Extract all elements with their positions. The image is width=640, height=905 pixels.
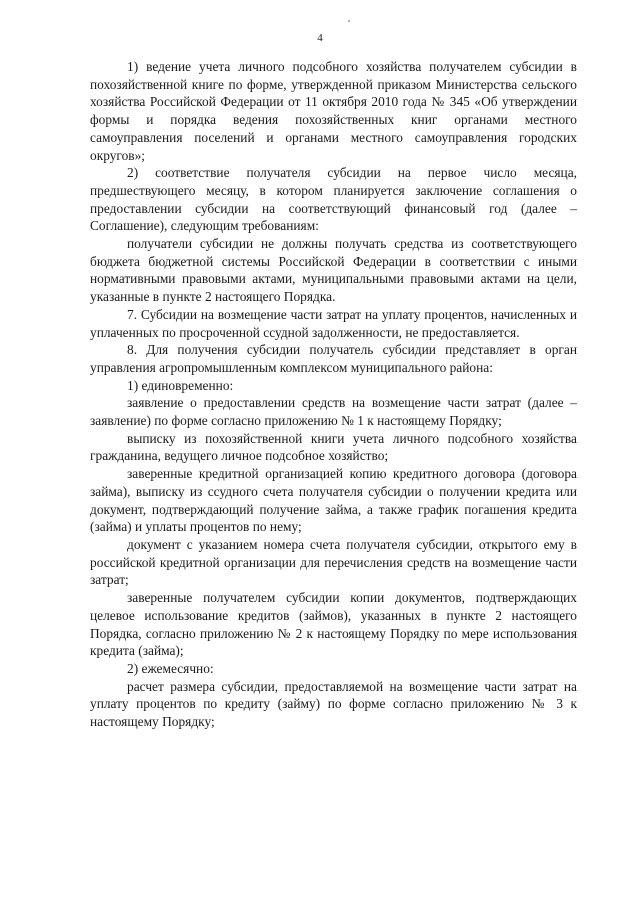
paragraph-loan-agreement-copy: заверенные кредитной организацией копию кредитного договора (договора займа), выписку из ссудного счета получателя субсидии о получении кредита или документ, подтверждающий получение займа, а также график погашения кредита (займа) и уплаты процентов по нему; bbox=[90, 466, 577, 535]
paragraph-subitem-2-compliance: 2) соответствие получателя субсидии на первое число месяца, предшествующего месяцу, в котором планируется заключение соглашения о предоставлении субсидии на соответствующий финансовый год (далее – Соглашение), следующим требованиям: bbox=[90, 165, 577, 234]
scan-speck bbox=[348, 20, 350, 22]
document-body bbox=[90, 58, 577, 731]
paragraph-application-form: заявление о предоставлении средств на возмещение части затрат (далее – заявление) по форме согласно приложению № 1 к настоящему Порядку; bbox=[90, 395, 577, 429]
page-number: 4 bbox=[317, 32, 323, 44]
paragraph-subsidy-calculation: расчет размера субсидии, предоставляемой на возмещение части затрат на уплату процентов по кредиту (займу) по форме согласно приложению № 3 к настоящему Порядку; bbox=[90, 678, 577, 730]
paragraph-household-book-extract: выписку из похозяйственной книги учета личного подсобного хозяйства гражданина, ведущего личное подсобное хозяйство; bbox=[90, 430, 577, 464]
paragraph-bank-account-document: документ с указанием номера счета получателя субсидии, открытого ему в российской кредитной организации для перечисления средств на возмещение части затрат; bbox=[90, 536, 577, 588]
paragraph-monthly-heading: 2) ежемесячно: bbox=[127, 660, 214, 676]
paragraph-once-heading: 1) единовременно: bbox=[127, 377, 234, 393]
paragraph-subitem-1-record-keeping: 1) ведение учета личного подсобного хозяйства получателем субсидии в похозяйственной книге по форме, утвержденной приказом Министерства сельского хозяйства Российской Федерации от 11 октября 2010 года № 345 «Об утверждении формы и порядка ведения похозяйственных книг органами местного самоуправления поселений и органами местного самоуправления городских округов»; bbox=[90, 59, 577, 163]
paragraph-requirement-budget-funds: получатели субсидии не должны получать средства из соответствующего бюджета бюджетной системы Российской Федерации в соответствии с иными нормативными правовыми актами, муниципальными правовыми актами на цели, указанные в пункте 2 настоящего Порядка. bbox=[90, 236, 577, 305]
paragraph-certified-copies: заверенные получателем субсидии копии документов, подтверждающих целевое использование кредитов (займов), указанных в пункте 2 настоящего Порядка, согласно приложению № 2 к настоящему Порядку по мере использования кредита (займа); bbox=[90, 590, 577, 659]
paragraph-clause-7: 7. Субсидии на возмещение части затрат на уплату процентов, начисленных и уплаченных по просроченной ссудной задолженности, не предоставляется. bbox=[90, 306, 577, 340]
paragraph-clause-8: 8. Для получения субсидии получатель субсидии представляет в орган управления агропромышленным комплексом муниципального района: bbox=[90, 342, 577, 375]
